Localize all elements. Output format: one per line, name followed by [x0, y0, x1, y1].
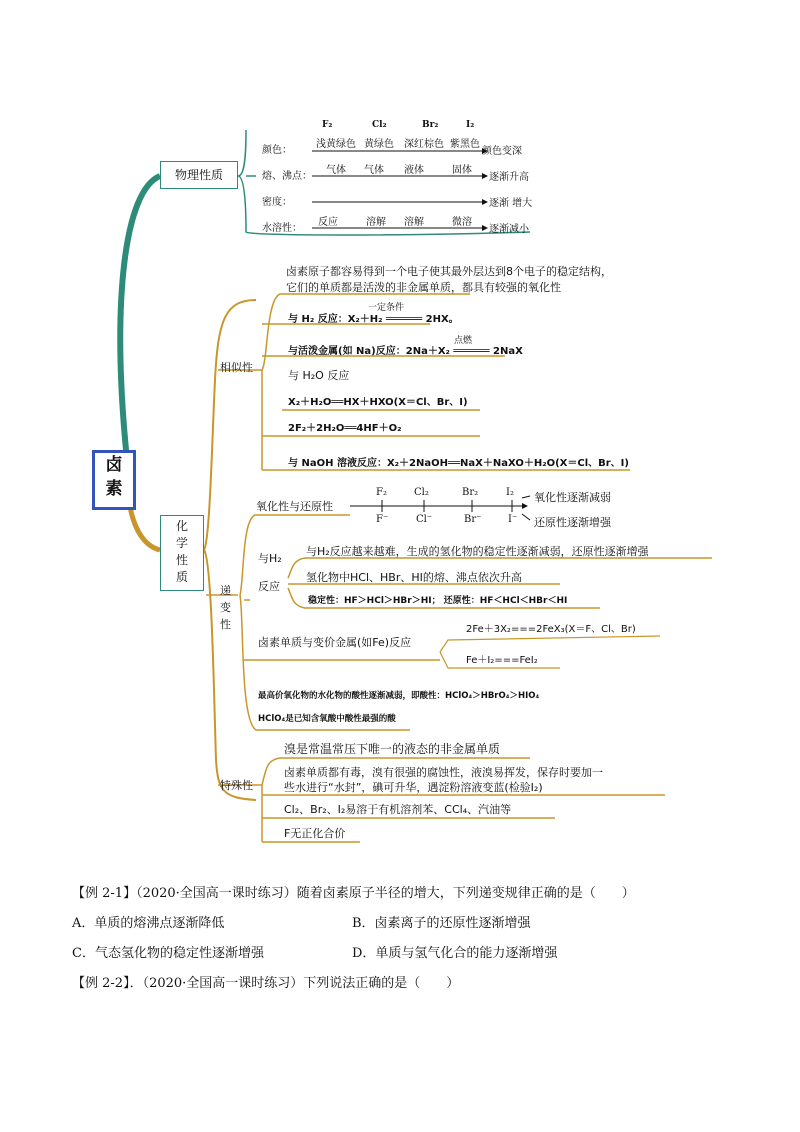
similar-water-title: 与 H₂O 反应 [288, 369, 350, 382]
special-line-3: Cl₂、Br₂、I₂易溶于有机溶剂苯、CCl₄、汽油等 [284, 803, 512, 816]
element-br2: Br₂ [422, 120, 439, 130]
similar-water-eq1: X₂＋H₂O══HX＋HXO(X＝Cl、Br、I) [288, 397, 468, 408]
physical-node [160, 161, 238, 189]
state-i2: 固体 [452, 165, 472, 176]
sol-cl2: 溶解 [366, 217, 386, 228]
similar-title: 相似性 [220, 361, 253, 374]
sol-br2: 溶解 [404, 217, 424, 228]
color-i2: 紫黑色 [450, 139, 480, 150]
color-br2: 深红棕色 [404, 139, 444, 150]
density-label: 密度： [262, 197, 292, 208]
similar-naoh-reaction: 与 NaOH 溶液反应：X₂＋2NaOH══NaX＋NaXO＋H₂O(X＝Cl、Br、I) [288, 458, 629, 469]
color-cl2: 黄绿色 [364, 139, 394, 150]
redox-label: 氧化性与还原性 [256, 500, 333, 513]
h2-condition: 一定条件 [368, 303, 405, 313]
chemical-title-2: 学 [175, 536, 188, 550]
chemical-title-4: 质 [175, 570, 188, 584]
special-title: 特殊性 [220, 779, 253, 792]
question-2-1-option-d: D．单质与氢气化合的能力逐渐增强 [352, 946, 558, 961]
redox-top-br2: Br₂ [462, 487, 479, 498]
gradual-title-3: 性 [220, 618, 231, 631]
question-2-1-option-a: A．单质的熔沸点逐渐降低 [72, 916, 225, 931]
similar-water-eq2: 2F₂＋2H₂O══4HF＋O₂ [288, 423, 402, 434]
central-label-2: 素 [105, 479, 123, 499]
color-trend: 颜色变深 [482, 146, 522, 157]
redox-bottom-cl: Cl⁻ [416, 514, 433, 525]
h2-label-1: 与H₂ [258, 552, 282, 565]
similar-metal-reaction: 与活泼金属(如 Na)反应：2Na＋X₂ ══════ 2NaX [288, 346, 523, 357]
special-line-2a: 卤素单质都有毒，溴有很强的腐蚀性，液溴易挥发，保存时要加一 [284, 766, 603, 779]
redox-top-f2: F₂ [376, 487, 387, 498]
similar-h2-reaction: 与 H₂ 反应：X₂＋H₂ ══════ 2HX。 [288, 314, 459, 325]
sol-f2: 反应 [318, 217, 338, 228]
color-label: 颜色： [262, 145, 292, 156]
special-line-2b: 些水进行“水封”，碘可升华，遇淀粉溶液变蓝(检验I₂) [284, 781, 543, 794]
question-2-1-option-b: B．卤素离子的还原性逐渐增强 [352, 916, 531, 931]
mp-label: 熔、沸点： [262, 171, 312, 182]
central-label-1: 卤 [105, 455, 123, 475]
redox-bottom-f: F⁻ [376, 514, 389, 525]
redox-top-cl2: Cl₂ [414, 487, 429, 498]
h2-line-3: 稳定性：HF＞HCl＞HBr＞HI； 还原性：HF＜HCl＜HBr＜HI [308, 596, 568, 606]
metal-condition: 点燃 [454, 336, 473, 346]
fe-eq-2: Fe＋I₂===FeI₂ [466, 655, 538, 666]
oxid-trend: 氧化性逐渐减弱 [534, 491, 611, 504]
solubility-label: 水溶性： [262, 223, 302, 234]
state-cl2: 气体 [364, 165, 384, 176]
element-i2: I₂ [466, 120, 475, 130]
state-f2: 气体 [326, 165, 346, 176]
gradual-title-1: 递 [220, 584, 231, 597]
special-line-1: 溴是常温常压下唯一的液态的非金属单质 [284, 742, 501, 756]
mp-trend: 逐渐升高 [489, 172, 529, 183]
gradual-title-2: 变 [220, 601, 231, 614]
chemical-node [160, 515, 204, 591]
central-node [92, 450, 136, 510]
fe-eq-1: 2Fe＋3X₂===2FeX₃(X＝F、Cl、Br) [466, 624, 636, 635]
question-2-1-title: 【例 2-1】（2020·全国高一课时练习）随着卤素原子半径的增大，下列递变规律正确的是（ ） [72, 886, 635, 901]
acid-line-1: 最高价氧化物的水化物的酸性逐渐减弱，即酸性：HClO₄＞HBrO₄＞HIO₄ [258, 691, 540, 701]
density-trend: 逐渐 增大 [489, 198, 533, 209]
solubility-trend: 逐渐减小 [489, 224, 529, 235]
question-2-1-option-c: C．气态氢化物的稳定性逐渐增强 [72, 946, 264, 961]
h2-line-2: 氢化物中HCl、HBr、HI的熔、沸点依次升高 [306, 571, 522, 584]
gradual-title [220, 582, 234, 633]
reduc-trend: 还原性逐渐增强 [534, 516, 611, 529]
similar-intro-2: 它们的单质都是活泼的非金属单质，都具有较强的氧化性 [286, 281, 561, 294]
h2-line-1: 与H₂反应越来越难，生成的氢化物的稳定性逐渐减弱，还原性逐渐增强 [306, 545, 649, 558]
redox-bottom-br: Br⁻ [464, 514, 482, 525]
state-br2: 液体 [404, 165, 424, 176]
color-f2: 浅黄绿色 [316, 139, 356, 150]
redox-bottom-i: I⁻ [508, 514, 518, 525]
fe-label: 卤素单质与变价金属(如Fe)反应 [258, 636, 412, 649]
h2-label-2: 反应 [258, 580, 280, 593]
element-cl2: Cl₂ [372, 120, 387, 130]
chemical-title-3: 性 [175, 553, 188, 567]
special-line-4: F无正化合价 [284, 827, 346, 840]
question-2-2-title: 【例 2-2】．（2020·全国高一课时练习）下列说法正确的是（ ） [72, 976, 460, 991]
element-f2: F₂ [322, 120, 333, 130]
chemical-title-1: 化 [175, 519, 188, 533]
acid-line-2: HClO₄是已知含氧酸中酸性最强的酸 [258, 714, 396, 724]
similar-intro-1: 卤素原子都容易得到一个电子使其最外层达到8个电子的稳定结构， [286, 265, 612, 278]
physical-title: 物理性质 [174, 168, 223, 182]
sol-i2: 微溶 [452, 217, 472, 228]
redox-top-i2: I₂ [506, 487, 514, 498]
